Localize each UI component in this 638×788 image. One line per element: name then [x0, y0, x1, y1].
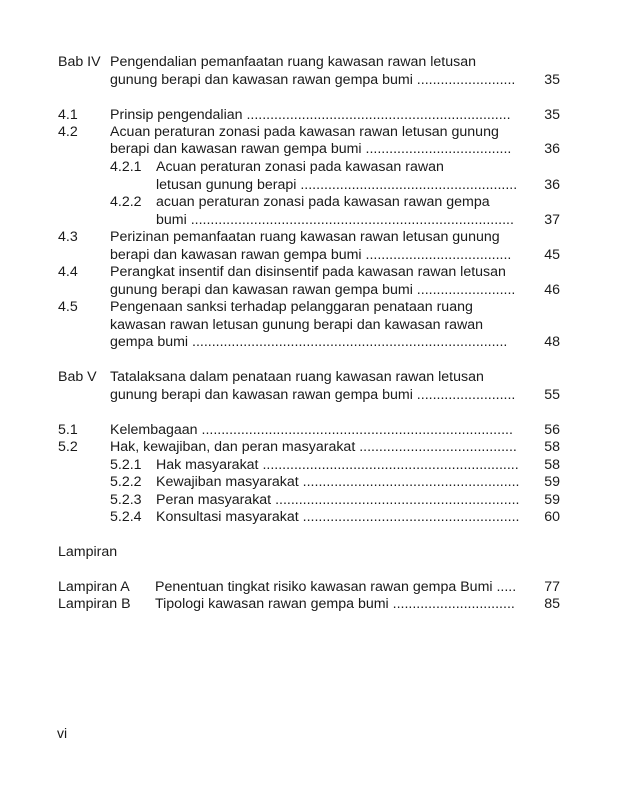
- toc-title: Tatalaksana dalam penataan ruang kawasan rawan letusan: [110, 369, 484, 385]
- toc-title-cont: gunung berapi dan kawasan rawan gempa bumi .........................: [110, 72, 516, 88]
- toc-title-cont: berapi dan kawasan rawan gempa bumi .....................................: [110, 247, 512, 263]
- toc-title: Penentuan tingkat risiko kawasan rawan gempa Bumi .....: [155, 579, 517, 595]
- toc-number: 4.5: [58, 299, 78, 315]
- lampiran-heading-label: Lampiran: [58, 544, 118, 560]
- toc-title: Prinsip pengendalian ...................................................................: [110, 107, 511, 123]
- toc-number: 4.1: [58, 107, 78, 123]
- toc-number: 5.2: [58, 439, 78, 455]
- toc-page: 36: [544, 177, 560, 193]
- toc-page: 85: [544, 596, 560, 612]
- toc-number: Bab IV: [58, 54, 101, 70]
- toc-number: 5.2.3: [110, 492, 142, 508]
- toc-title-cont: gempa bumi ................................................................................: [110, 334, 508, 350]
- toc-title: Hak masyarakat .................................................................: [156, 457, 519, 473]
- toc-number: Bab V: [58, 369, 97, 385]
- toc-page: 60: [544, 509, 560, 525]
- toc-page: 58: [544, 457, 560, 473]
- toc-page: 59: [544, 492, 560, 508]
- toc-page: 35: [544, 72, 560, 88]
- toc-title-cont: berapi dan kawasan rawan gempa bumi .....................................: [110, 141, 512, 157]
- toc-title-cont: bumi ..................................................................................: [156, 212, 514, 228]
- toc-title-cont: letusan gunung berapi .......................................................: [156, 177, 518, 193]
- toc-number: 5.2.1: [110, 457, 142, 473]
- toc-page: 55: [544, 387, 560, 403]
- toc-title: Acuan peraturan zonasi pada kawasan rawan letusan gunung: [110, 124, 499, 140]
- toc-page: 35: [544, 107, 560, 123]
- toc-number: Lampiran B: [58, 596, 131, 612]
- toc-title: Pengenaan sanksi terhadap pelanggaran penataan ruang: [110, 299, 473, 315]
- toc-page: 36: [544, 141, 560, 157]
- toc-title: Perizinan pemanfaatan ruang kawasan rawan letusan gunung: [110, 229, 500, 245]
- toc-page: 58: [544, 439, 560, 455]
- toc-number: 4.3: [58, 229, 78, 245]
- toc-title: acuan peraturan zonasi pada kawasan rawan gempa: [156, 194, 490, 210]
- toc-number: Lampiran A: [58, 579, 130, 595]
- toc-page: 45: [544, 247, 560, 263]
- toc-page: 46: [544, 282, 560, 298]
- toc-number: 4.4: [58, 264, 78, 280]
- toc-title: Hak, kewajiban, dan peran masyarakat ........................................: [110, 439, 517, 455]
- toc-title: Kewajiban masyarakat .......................................................: [156, 474, 520, 490]
- toc-page: 59: [544, 474, 560, 490]
- toc-page: 48: [544, 334, 560, 350]
- toc-number: 4.2.1: [110, 159, 142, 175]
- toc-title: Konsultasi masyarakat .......................................................: [156, 509, 520, 525]
- toc-title: Acuan peraturan zonasi pada kawasan rawan: [156, 159, 444, 175]
- toc-title: Perangkat insentif dan disinsentif pada kawasan rawan letusan: [110, 264, 506, 280]
- toc-number: 4.2.2: [110, 194, 142, 210]
- toc-page: 56: [544, 422, 560, 438]
- toc-page: 77: [544, 579, 560, 595]
- toc-page: 37: [544, 212, 560, 228]
- toc-number: 5.1: [58, 422, 78, 438]
- toc-number: 5.2.4: [110, 509, 142, 525]
- toc-title: Pengendalian pemanfaatan ruang kawasan rawan letusan: [110, 54, 476, 70]
- page-number: vi: [57, 725, 68, 741]
- toc-number: 5.2.2: [110, 474, 142, 490]
- toc-title: Kelembagaan ...............................................................................: [110, 422, 513, 438]
- toc-title-cont: gunung berapi dan kawasan rawan gempa bumi .........................: [110, 387, 516, 403]
- toc-title-cont: gunung berapi dan kawasan rawan gempa bumi .........................: [110, 282, 516, 298]
- toc-title-cont: kawasan rawan letusan gunung berapi dan kawasan rawan: [110, 317, 484, 333]
- toc-title: Tipologi kawasan rawan gempa bumi ...............................: [155, 596, 515, 612]
- toc-number: 4.2: [58, 124, 78, 140]
- toc-title: Peran masyarakat ..............................................................: [156, 492, 520, 508]
